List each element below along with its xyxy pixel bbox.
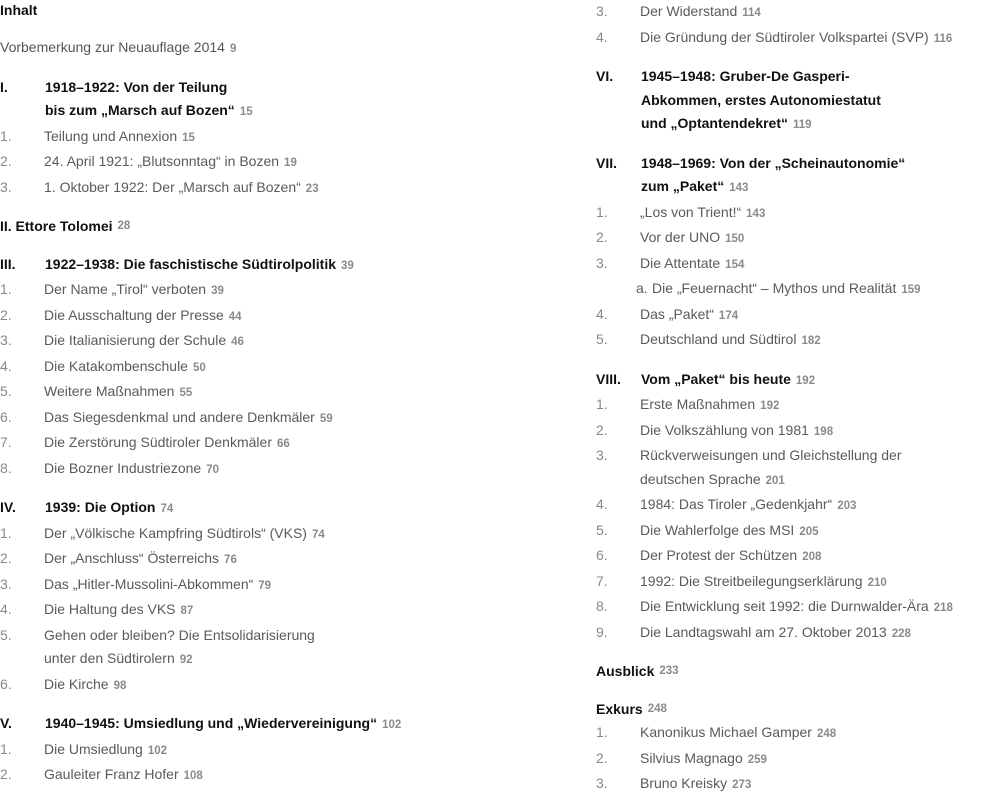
page-number: 150 xyxy=(725,233,745,245)
item-number: 6. xyxy=(596,547,608,563)
page-number: 23 xyxy=(305,182,319,195)
toc-item xyxy=(596,328,1000,354)
page-number: 248 xyxy=(647,702,667,715)
chapter-title: 1939: Die Option xyxy=(45,499,156,515)
chapter-8-heading xyxy=(596,368,1000,394)
page-number: 259 xyxy=(747,753,767,766)
item-title: Kanonikus Michael Gamper xyxy=(640,724,812,740)
toc-item xyxy=(0,522,570,548)
item-number: 6. xyxy=(0,675,12,692)
page-number: 39 xyxy=(341,259,354,272)
item-title: Der Name „Tirol“ verboten xyxy=(44,281,207,297)
toc-item xyxy=(0,355,570,381)
item-title: Die Bozner Industriezone xyxy=(44,459,202,476)
ausblick-heading xyxy=(596,660,1000,684)
item-title: Die Gründung der Südtiroler Volkspartei (SVP) xyxy=(640,28,929,45)
toc-item xyxy=(596,721,1000,747)
toc-item xyxy=(0,406,570,432)
page-number: 143 xyxy=(746,207,766,220)
page-number: 154 xyxy=(725,258,745,271)
chapter-number: I. xyxy=(0,78,8,95)
item-title-line2: deutschen Sprache xyxy=(640,470,761,487)
item-title: Die Entwicklung seit 1992: die Durnwalder-Ära xyxy=(640,598,929,614)
page-number: 233 xyxy=(659,665,679,677)
toc-item xyxy=(0,431,570,457)
item-title: Der „Völkische Kampfring Südtirols“ (VKS) xyxy=(44,524,307,541)
chapter-number: VII. xyxy=(596,154,618,171)
chapter-number: VIII. xyxy=(596,370,621,387)
item-number: 1. xyxy=(596,203,608,220)
page-number: 192 xyxy=(795,374,816,387)
chapter-4-heading xyxy=(0,496,570,522)
chapter-7-heading xyxy=(596,152,1000,201)
toc-item xyxy=(596,226,1000,252)
toc-item xyxy=(0,125,570,151)
toc-item xyxy=(596,201,1000,227)
item-number: 4. xyxy=(0,601,12,617)
chapter-title: Exkurs xyxy=(596,700,643,717)
chapter-title-line1: 1918–1922: Von der Teilung xyxy=(45,78,228,95)
toc-item xyxy=(596,519,1000,545)
chapter-title xyxy=(45,76,253,125)
item-number: 5. xyxy=(596,331,608,347)
item-title: Gauleiter Franz Hofer xyxy=(44,766,179,782)
page-number: 19 xyxy=(284,157,297,169)
toc-item xyxy=(596,393,1000,419)
toc-item xyxy=(0,738,570,764)
toc-item xyxy=(0,278,570,304)
page-number: 159 xyxy=(901,284,921,296)
chapter-number: V. xyxy=(0,715,12,731)
page-number: 98 xyxy=(113,679,127,692)
chapter-5-heading xyxy=(0,712,570,738)
chapter-title: Ausblick xyxy=(596,663,655,679)
chapter-number: IV. xyxy=(0,499,16,515)
page-number: 192 xyxy=(760,400,780,412)
item-number: 2. xyxy=(0,306,12,323)
item-number: 7. xyxy=(596,572,608,589)
item-title: 1. Oktober 1922: Der „Marsch auf Bozen“ xyxy=(44,178,301,195)
page-number: 9 xyxy=(229,43,237,55)
page-number: 15 xyxy=(239,106,253,118)
chapter-title-line2: Abkommen, erstes Autonomiestatut xyxy=(641,91,881,108)
toc-item xyxy=(596,252,1000,278)
page-number: 44 xyxy=(228,310,242,323)
toc-item xyxy=(596,747,1000,773)
toc-item xyxy=(596,570,1000,596)
item-number: 4. xyxy=(596,28,608,45)
page-number: 273 xyxy=(732,779,752,791)
chapter-title-line2: zum „Paket“ xyxy=(641,178,725,194)
toc-item xyxy=(0,673,570,699)
subitem-letter: a. xyxy=(636,280,648,296)
item-number: 7. xyxy=(0,434,12,450)
item-title: „Los von Trient!“ xyxy=(640,203,742,220)
item-title: Das „Hitler-Mussolini-Abkommen“ xyxy=(44,575,254,592)
chapter-title: 1922–1938: Die faschistische Südtirolpolitik xyxy=(45,255,337,272)
chapter-number: VI. xyxy=(596,68,614,84)
item-number: 5. xyxy=(0,626,12,643)
chapter-1-heading xyxy=(0,76,570,125)
chapter-title-line1: 1945–1948: Gruber-De Gasperi- xyxy=(641,68,850,84)
item-title: Erste Maßnahmen xyxy=(640,396,756,412)
item-title: 1984: Das Tiroler „Gedenkjahr“ xyxy=(640,496,833,512)
item-title: Der „Anschluss“ Österreichs xyxy=(44,550,220,566)
item-number: 1. xyxy=(596,396,608,412)
item-title: Die Volkszählung von 1981 xyxy=(640,421,809,438)
item-title: Die Katakombenschule xyxy=(44,357,188,374)
chapter-title: 1940–1945: Umsiedlung und „Wiedervereinigung“ xyxy=(45,715,378,731)
toc-item xyxy=(0,176,570,202)
item-title: Silvius Magnago xyxy=(640,749,743,766)
item-title: Die Kirche xyxy=(44,675,109,692)
chapter-3-heading xyxy=(0,253,570,279)
item-title: Die Wahlerfolge des MSI xyxy=(640,521,795,538)
toc-item xyxy=(0,573,570,599)
item-title: Die Zerstörung Südtiroler Denkmäler xyxy=(44,434,272,450)
item-number: 5. xyxy=(0,383,12,399)
toc-entry-preface xyxy=(0,36,570,62)
toc-item xyxy=(596,772,1000,798)
item-title: Das „Paket“ xyxy=(640,305,714,322)
item-number: 3. xyxy=(596,3,608,19)
page-number: 201 xyxy=(765,474,785,487)
item-number: 1. xyxy=(0,281,12,297)
item-number: 1. xyxy=(0,740,12,757)
chapter-2-heading xyxy=(0,215,570,239)
item-number: 8. xyxy=(0,459,12,476)
page-number: 102 xyxy=(147,744,168,757)
item-number: 1. xyxy=(0,524,12,541)
item-title: Der Widerstand xyxy=(640,3,738,19)
item-title: Die Ausschaltung der Presse xyxy=(44,306,224,323)
chapter-title-line2: bis zum „Marsch auf Bozen“ xyxy=(45,102,235,118)
item-title-line1: Rückverweisungen und Gleichstellung der xyxy=(640,447,902,463)
toc-item xyxy=(0,457,570,483)
page-number: 116 xyxy=(933,32,953,45)
page-number: 70 xyxy=(206,463,219,476)
page-number: 174 xyxy=(718,309,739,322)
chapter-title: Vom „Paket“ bis heute xyxy=(641,370,791,387)
item-number: 4. xyxy=(596,496,608,512)
item-number: 3. xyxy=(596,254,608,271)
toc-item xyxy=(596,303,1000,329)
toc-subitem xyxy=(596,277,1000,303)
item-title: Das Siegesdenkmal und andere Denkmäler xyxy=(44,408,315,425)
toc-item xyxy=(0,763,570,789)
toc-item xyxy=(596,26,1000,52)
toc-item xyxy=(0,624,570,673)
page-number: 46 xyxy=(231,336,244,348)
page-number: 210 xyxy=(867,576,887,589)
item-title: Die „Feuernacht“ – Mythos und Realität xyxy=(652,280,897,296)
item-number: 2. xyxy=(596,421,608,438)
page-number: 114 xyxy=(742,7,761,19)
page-number: 198 xyxy=(813,425,834,438)
item-title-line1: Gehen oder bleiben? Die Entsolidarisierung xyxy=(44,626,315,643)
item-number: 4. xyxy=(0,357,12,374)
page-number: 182 xyxy=(801,335,821,347)
page-number: 79 xyxy=(258,579,272,592)
page-number: 59 xyxy=(319,412,333,425)
page-number: 119 xyxy=(793,119,812,131)
page-number: 218 xyxy=(933,602,953,614)
item-title: Teilung und Annexion xyxy=(44,127,178,144)
toc-item xyxy=(596,0,1000,26)
page-number: 15 xyxy=(182,131,195,144)
item-number: 2. xyxy=(0,550,12,566)
item-number: 2. xyxy=(0,153,12,169)
chapter-6-heading xyxy=(596,65,1000,138)
item-title: Die Landtagswahl am 27. Oktober 2013 xyxy=(640,623,887,640)
page-number: 108 xyxy=(183,770,203,782)
page-number: 74 xyxy=(160,503,174,515)
toc-item xyxy=(596,419,1000,445)
page-number: 74 xyxy=(311,528,325,541)
item-title-line2: unter den Südtirolern xyxy=(44,650,175,666)
entry-title: Vorbemerkung zur Neuauflage 2014 xyxy=(0,39,225,55)
item-number: 4. xyxy=(596,305,608,322)
item-number: 3. xyxy=(0,575,12,592)
item-number: 2. xyxy=(0,766,12,782)
page-number: 203 xyxy=(837,500,857,512)
chapter-title xyxy=(641,152,905,201)
page-number: 143 xyxy=(729,182,749,194)
item-number: 5. xyxy=(596,521,608,538)
chapter-title xyxy=(641,65,881,138)
item-title: Bruno Kreisky xyxy=(640,775,728,791)
item-title: Die Attentate xyxy=(640,254,721,271)
page-number: 248 xyxy=(816,728,837,740)
chapter-number: III. xyxy=(0,255,16,272)
item-title: Vor der UNO xyxy=(640,229,721,245)
page-number: 208 xyxy=(802,551,822,563)
item-number: 3. xyxy=(0,332,12,348)
item-title: Die Umsiedlung xyxy=(44,740,143,757)
item-title: 1992: Die Streitbeilegungserklärung xyxy=(640,572,863,589)
page-number: 50 xyxy=(192,361,206,374)
item-number: 3. xyxy=(596,775,608,791)
page-number: 205 xyxy=(799,525,819,538)
toc-item xyxy=(0,547,570,573)
item-number: 2. xyxy=(596,229,608,245)
toc-item xyxy=(0,150,570,176)
chapter-title-line3: und „Optantendekret“ xyxy=(641,115,789,131)
toc-item xyxy=(0,304,570,330)
toc-heading: Inhalt xyxy=(0,2,38,18)
toc-right-column xyxy=(596,0,1000,798)
item-number: 6. xyxy=(0,408,12,425)
item-title: Deutschland und Südtirol xyxy=(640,331,797,347)
toc-item xyxy=(596,544,1000,570)
page-number: 76 xyxy=(224,554,237,566)
item-title: Weitere Maßnahmen xyxy=(44,383,175,399)
chapter-title-line1: 1948–1969: Von der „Scheinautonomie“ xyxy=(641,154,906,171)
page-number: 39 xyxy=(211,285,224,297)
chapter-title: II. Ettore Tolomei xyxy=(0,218,113,234)
toc-item xyxy=(0,598,570,624)
item-number: 3. xyxy=(596,447,608,463)
page-number: 228 xyxy=(891,627,911,640)
item-title: 24. April 1921: „Blutsonntag“ in Bozen xyxy=(44,153,280,169)
item-title: Die Italianisierung der Schule xyxy=(44,332,227,348)
toc-item xyxy=(596,444,1000,493)
item-number: 3. xyxy=(0,178,12,195)
item-number: 8. xyxy=(596,598,608,614)
item-number: 1. xyxy=(596,724,608,740)
page-number: 102 xyxy=(382,719,402,731)
toc-item xyxy=(0,380,570,406)
page-number: 55 xyxy=(179,387,193,399)
item-number: 2. xyxy=(596,749,608,766)
item-number: 9. xyxy=(596,623,608,640)
toc-item xyxy=(0,329,570,355)
item-title: Die Haltung des VKS xyxy=(44,601,176,617)
item-title: Der Protest der Schützen xyxy=(640,547,798,563)
page-number: 28 xyxy=(117,220,131,232)
toc-item xyxy=(596,493,1000,519)
page-number: 66 xyxy=(276,438,290,450)
exkurs-heading xyxy=(596,698,1000,722)
page-number: 87 xyxy=(180,605,194,617)
item-number: 1. xyxy=(0,127,12,144)
page-number: 92 xyxy=(179,654,193,666)
toc-item xyxy=(596,621,1000,647)
toc-item xyxy=(596,595,1000,621)
